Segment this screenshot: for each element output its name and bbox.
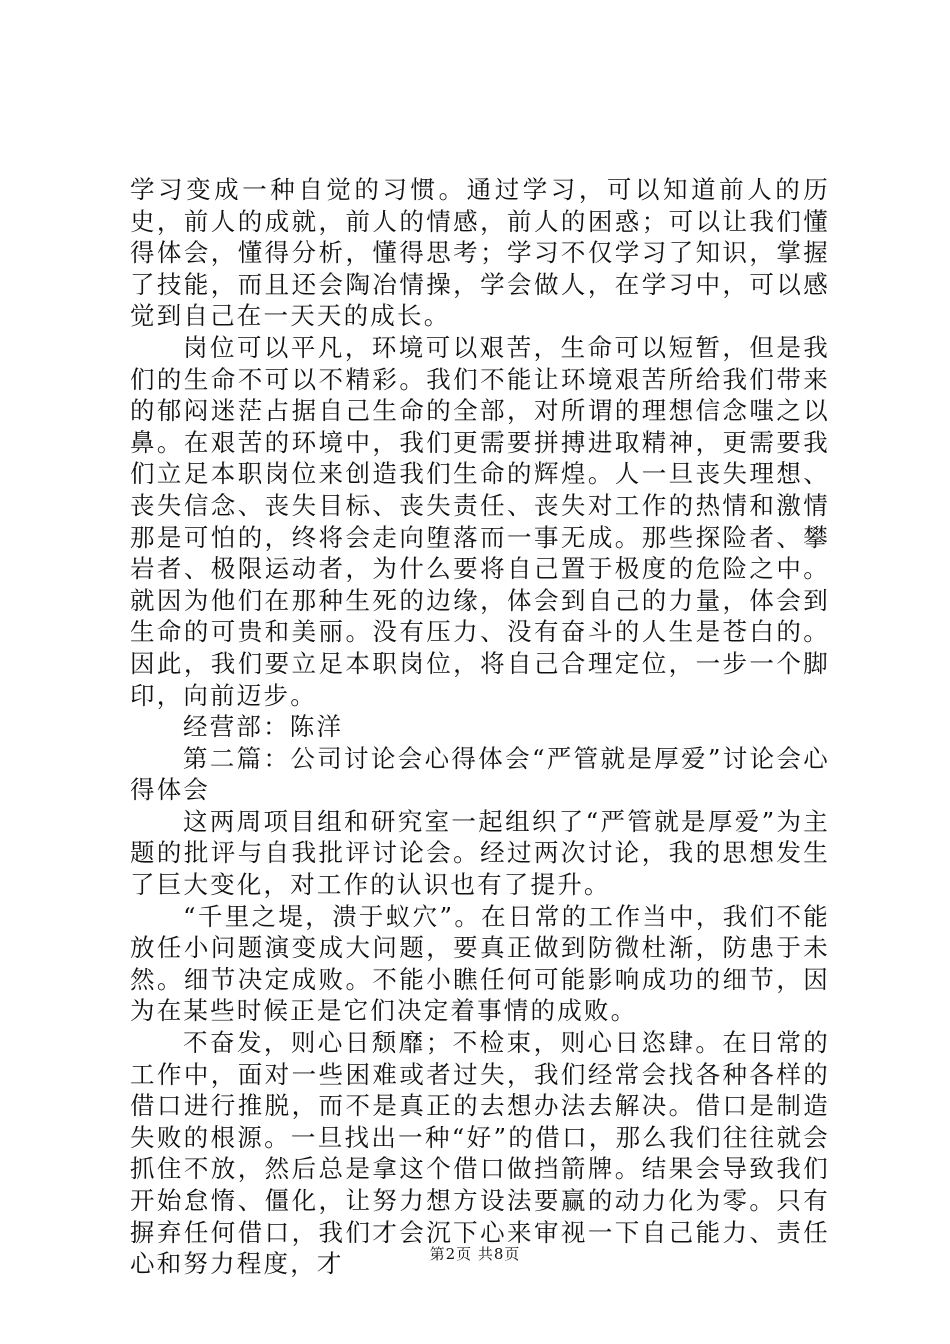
document-body [130,174,830,1280]
paragraph-6: “千里之堤，溃于蚁穴”。在日常的工作当中，我们不能放任小问题演变成大问题，要真正做到防微杜渐，防患于未然。细节决定成败。不能小瞧任何可能影响成功的细节，因为在某些时候正是它们决定着事情的成败。 [130,901,830,1026]
paragraph-7: 不奋发，则心日颓靡；不检束，则心日恣肆。在日常的工作中，面对一些困难或者过失，我们经常会找各种各样的借口进行推脱，而不是真正的去想办法去解决。借口是制造失败的根源。一旦找出一种“好”的借口，那么我们往往就会抓住不放，然后总是拿这个借口做挡箭牌。结果会导致我们开始怠惰、僵化，让努力想方设法要赢的动力化为零。只有摒弃任何借口，我们才会沉下心来审视一下自己能力、责任心和努力程度，才 [130,1028,830,1279]
section-heading: 第二篇：公司讨论会心得体会“严管就是厚爱”讨论会心得体会 [130,743,830,805]
page-number-footer: 第2页 共8页 [429,1245,521,1263]
paragraph-2: 岗位可以平凡，环境可以艰苦，生命可以短暂，但是我们的生命不可以不精彩。我们不能让环境艰苦所给我们带来的郁闷迷茫占据自己生命的全部，对所谓的理想信念嗤之以鼻。在艰苦的环境中，我们更需要拼搏进取精神，更需要我们立足本职岗位来创造我们生命的辉煌。人一旦丧失理想、丧失信念、丧失目标、丧失责任、丧失对工作的热情和激情那是可怕的，终将会走向堕落而一事无成。那些探险者、攀岩者、极限运动者，为什么要将自己置于极度的危险之中。就因为他们在那种生死的边缘，体会到自己的力量，体会到生命的可贵和美丽。没有压力、没有奋斗的人生是苍白的。因此，我们要立足本职岗位，将自己合理定位，一步一个脚印，向前迈步。 [130,332,830,710]
paragraph-1: 学习变成一种自觉的习惯。通过学习，可以知道前人的历史，前人的成就，前人的情感，前人的困惑；可以让我们懂得体会，懂得分析，懂得思考；学习不仅学习了知识，掌握了技能，而且还会陶冶情操，学会做人，在学习中，可以感觉到自己在一天天的成长。 [130,175,830,331]
paragraph-5: 这两周项目组和研究室一起组织了“严管就是厚爱”为主题的批评与自我批评讨论会。经过两次讨论，我的思想发生了巨大变化，对工作的认识也有了提升。 [130,806,830,900]
author-signature: 经营部：陈洋 [183,712,344,742]
